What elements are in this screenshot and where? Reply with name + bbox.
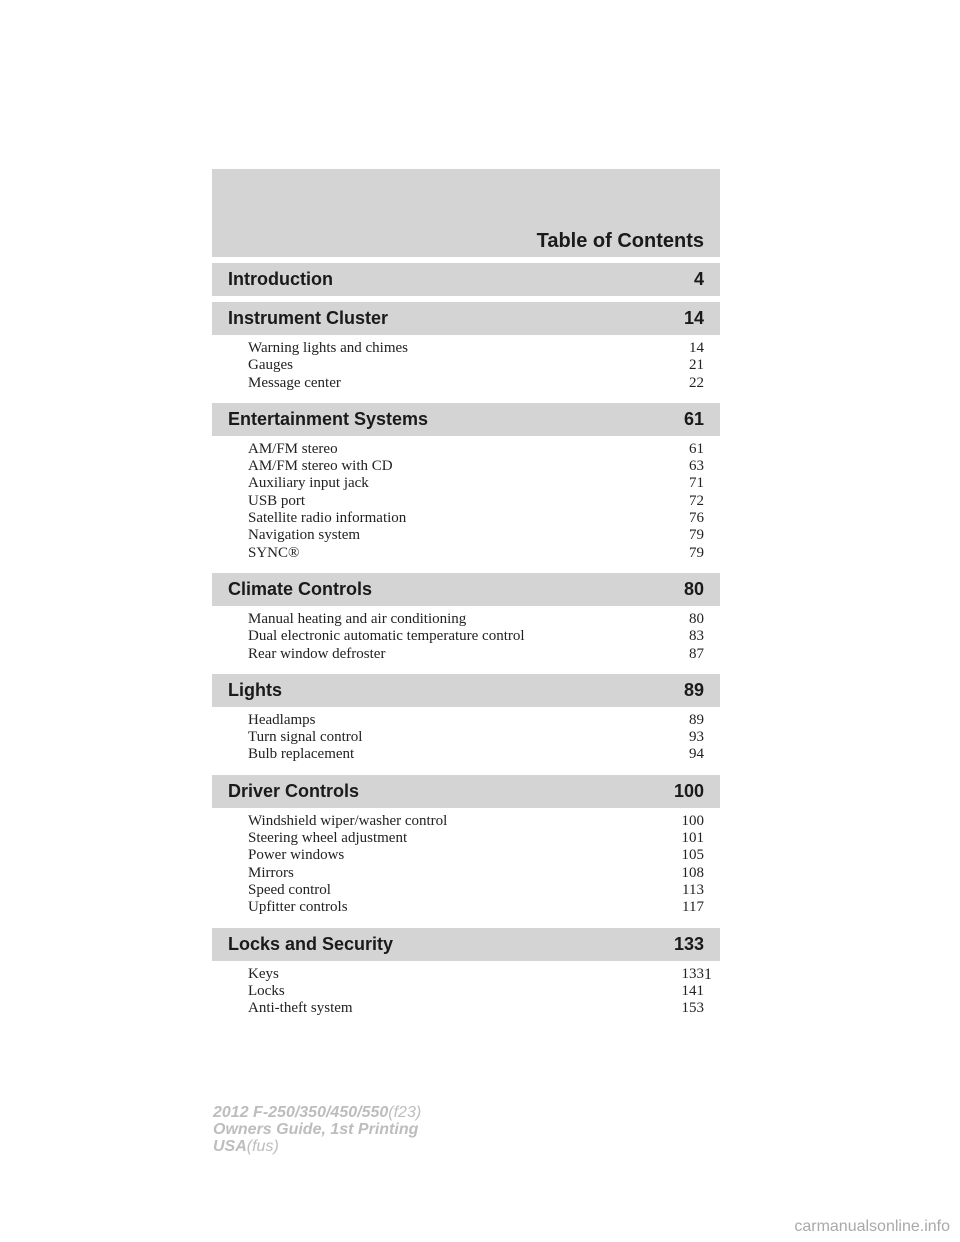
page-number: 1 <box>704 966 712 983</box>
footer-line-3 <box>213 1138 421 1155</box>
entry-page: 63 <box>689 458 704 475</box>
toc-section-header[interactable] <box>212 263 720 296</box>
toc-section <box>212 263 720 296</box>
toc-section <box>212 775 720 922</box>
section-page: 4 <box>693 269 704 289</box>
entry-label: Steering wheel adjustment <box>248 830 408 847</box>
toc-entry[interactable] <box>248 847 704 864</box>
header-band <box>212 169 720 257</box>
toc-entry[interactable] <box>248 357 704 374</box>
toc-section-header[interactable] <box>212 928 720 961</box>
entry-label: Satellite radio information <box>248 510 407 527</box>
footer-region: USA <box>213 1138 247 1155</box>
page-title: Table of Contents <box>536 230 704 252</box>
entry-page: 21 <box>689 357 704 374</box>
toc-section-header[interactable] <box>212 403 720 436</box>
footer-model-code: (f23) <box>388 1104 422 1121</box>
toc-item-list <box>212 436 720 567</box>
entry-label: AM/FM stereo <box>248 440 338 457</box>
entry-page: 71 <box>689 475 704 492</box>
entry-label: Auxiliary input jack <box>248 475 369 492</box>
entry-page: 93 <box>689 729 704 746</box>
entry-label: Rear window defroster <box>248 645 386 662</box>
entry-page: 141 <box>681 982 704 999</box>
footer <box>213 1104 421 1155</box>
footer-line-2: Owners Guide, 1st Printing <box>213 1121 419 1138</box>
toc-entry[interactable] <box>248 1000 704 1017</box>
toc-item-list <box>212 606 720 668</box>
entry-page: 105 <box>681 847 704 864</box>
toc-entry[interactable] <box>248 628 704 645</box>
entry-page: 100 <box>681 812 704 829</box>
toc-item-list <box>212 707 720 769</box>
toc-section <box>212 302 720 397</box>
footer-model: 2012 F-250/350/450/550 <box>213 1104 389 1121</box>
entry-label: Manual heating and air conditioning <box>248 610 467 627</box>
toc-entry[interactable] <box>248 611 704 628</box>
section-page: 89 <box>683 679 704 700</box>
section-page: 61 <box>683 408 704 429</box>
entry-label: Bulb replacement <box>248 746 355 763</box>
section-page: 80 <box>683 578 704 599</box>
section-title: Introduction <box>228 269 333 289</box>
footer-region-code: (fus) <box>246 1138 279 1155</box>
toc-item-list <box>212 808 720 922</box>
toc-entry[interactable] <box>248 510 704 527</box>
section-title: Lights <box>228 679 282 700</box>
entry-label: Message center <box>248 374 341 391</box>
entry-label: USB port <box>248 492 306 509</box>
entry-label: Windshield wiper/washer control <box>248 812 448 829</box>
section-title: Driver Controls <box>228 780 360 801</box>
toc-section-header[interactable] <box>212 573 720 606</box>
entry-page: 87 <box>689 645 704 662</box>
entry-label: Dual electronic automatic temperature control <box>248 628 525 645</box>
entry-label: AM/FM stereo with CD <box>248 458 393 475</box>
entry-page: 61 <box>689 440 704 457</box>
entry-page: 14 <box>689 340 704 356</box>
toc-entry[interactable] <box>248 646 704 663</box>
entry-label: SYNC® <box>248 544 300 561</box>
toc-entry[interactable] <box>248 746 704 763</box>
entry-page: 72 <box>689 492 704 509</box>
entry-label: Gauges <box>248 357 293 374</box>
toc-entry[interactable] <box>248 983 704 1000</box>
footer-line-1 <box>213 1104 421 1121</box>
entry-page: 22 <box>689 374 704 391</box>
toc-entry[interactable] <box>248 493 704 510</box>
entry-page: 108 <box>681 864 704 881</box>
toc-entry[interactable] <box>248 813 704 830</box>
entry-label: Turn signal control <box>248 729 363 746</box>
toc-entry[interactable] <box>248 966 704 983</box>
entry-page: 79 <box>689 544 704 561</box>
toc-entry[interactable] <box>248 527 704 544</box>
section-title: Climate Controls <box>228 578 373 599</box>
toc-entry[interactable] <box>248 830 704 847</box>
entry-label: Locks <box>248 982 285 999</box>
toc-entry[interactable] <box>248 545 704 562</box>
section-page: 100 <box>673 780 704 801</box>
toc-item-list <box>212 335 720 397</box>
section-title: Instrument Cluster <box>228 308 389 328</box>
entry-page: 79 <box>689 527 704 544</box>
entry-page: 76 <box>689 510 704 527</box>
toc-entry[interactable] <box>248 458 704 475</box>
entry-page: 94 <box>689 746 704 763</box>
entry-label: Power windows <box>248 847 345 864</box>
entry-label: Speed control <box>248 881 331 898</box>
entry-label: Warning lights and chimes <box>248 340 409 356</box>
toc-entry[interactable] <box>248 729 704 746</box>
entry-page: 117 <box>682 899 704 916</box>
entry-label: Navigation system <box>248 527 361 544</box>
entry-page: 101 <box>681 830 704 847</box>
entry-label: Keys <box>248 965 279 982</box>
section-page: 133 <box>673 933 704 954</box>
toc-item-list <box>212 961 720 1023</box>
toc-entry[interactable] <box>248 441 704 458</box>
toc-section <box>212 573 720 668</box>
toc-entry[interactable] <box>248 340 704 357</box>
toc-section <box>212 928 720 1023</box>
toc-entry[interactable] <box>248 475 704 492</box>
toc-entry[interactable] <box>248 375 704 392</box>
entry-label: Anti-theft system <box>248 1000 353 1017</box>
toc-entry[interactable] <box>248 865 704 882</box>
toc-entry[interactable] <box>248 712 704 729</box>
toc-section-header[interactable] <box>212 775 720 808</box>
entry-page: 80 <box>689 610 704 627</box>
section-title: Entertainment Systems <box>228 408 429 429</box>
toc-entry[interactable] <box>248 882 704 899</box>
entry-page: 113 <box>682 881 704 898</box>
toc-section-header[interactable] <box>212 674 720 707</box>
entry-page: 153 <box>681 1000 704 1017</box>
entry-page: 133 <box>681 965 704 982</box>
entry-label: Headlamps <box>248 711 316 728</box>
table-of-contents <box>212 263 720 1028</box>
entry-label: Upfitter controls <box>248 899 348 916</box>
watermark: carmanualsonline.info <box>794 1218 950 1235</box>
toc-section <box>212 674 720 769</box>
section-page: 14 <box>683 308 704 328</box>
entry-label: Mirrors <box>248 864 294 881</box>
entry-page: 83 <box>689 628 704 645</box>
toc-entry[interactable] <box>248 899 704 916</box>
section-title: Locks and Security <box>228 933 394 954</box>
toc-section <box>212 403 720 567</box>
toc-section-header[interactable] <box>212 302 720 335</box>
entry-page: 89 <box>689 711 704 728</box>
